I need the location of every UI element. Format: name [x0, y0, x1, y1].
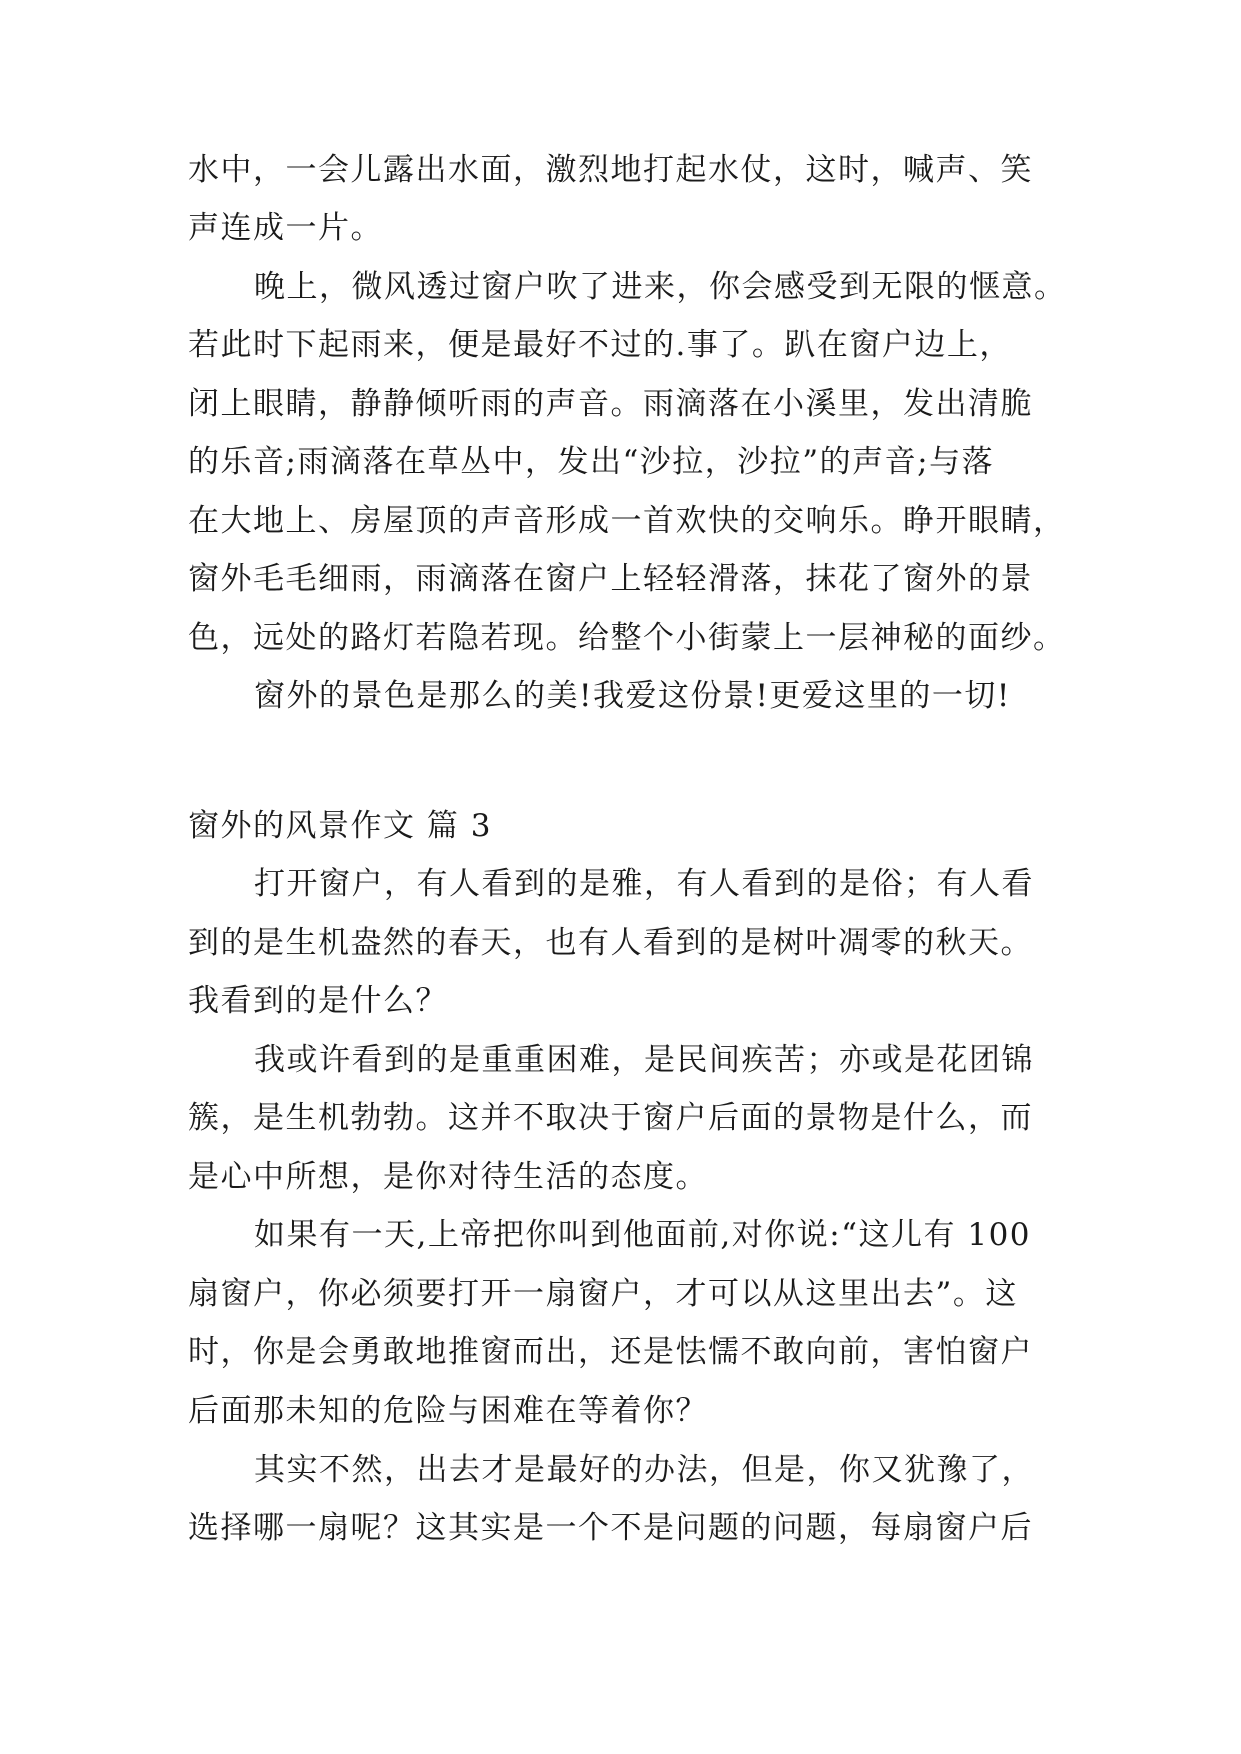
text-line: 选择哪一扇呢？这其实是一个不是问题的问题，每扇窗户后: [188, 1510, 1033, 1546]
text-line: 窗外毛毛细雨，雨滴落在窗户上轻轻滑落，抹花了窗外的景: [188, 561, 1033, 597]
text-line: 若此时下起雨来，便是最好不过的.事了。趴在窗户边上，: [188, 327, 1012, 363]
text-line: 的乐音;雨滴落在草丛中，发出“沙拉，沙拉”的声音;与落: [188, 444, 995, 480]
text-line: 声连成一片。: [188, 210, 383, 246]
text-line: 扇窗户，你必须要打开一扇窗户，才可以从这里出去”。这: [188, 1276, 1018, 1312]
paragraph-start-line: 晚上，微风透过窗户吹了进来，你会感受到无限的惬意。: [254, 269, 1067, 305]
text-line: 是心中所想，是你对待生活的态度。: [188, 1159, 708, 1195]
text-line: 色，远处的路灯若隐若现。给整个小街蒙上一层神秘的面纱。: [188, 620, 1066, 656]
paragraph-start-line: 如果有一天,上帝把你叫到他面前,对你说:“这儿有 100: [254, 1217, 1032, 1253]
paragraph-start-line: 窗外的景色是那么的美!我爱这份景!更爱这里的一切!: [254, 678, 1011, 714]
text-line: 时，你是会勇敢地推窗而出，还是怯懦不敢向前，害怕窗户: [188, 1334, 1033, 1370]
text-line: 到的是生机盎然的春天，也有人看到的是树叶凋零的秋天。: [188, 925, 1033, 961]
text-line: 水中，一会儿露出水面，激烈地打起水仗，这时，喊声、笑: [188, 152, 1033, 188]
paragraph-start-line: 我或许看到的是重重困难，是民间疾苦；亦或是花团锦: [254, 1042, 1034, 1078]
section-heading: 窗外的风景作文 篇 3: [188, 808, 492, 844]
text-line: 后面那未知的危险与困难在等着你？: [188, 1393, 708, 1429]
text-line: 簇，是生机勃勃。这并不取决于窗户后面的景物是什么，而: [188, 1100, 1033, 1136]
paragraph-start-line: 打开窗户，有人看到的是雅，有人看到的是俗；有人看: [254, 866, 1034, 902]
text-line: 闭上眼睛，静静倾听雨的声音。雨滴落在小溪里，发出清脆: [188, 386, 1033, 422]
text-line: 我看到的是什么？: [188, 983, 448, 1019]
paragraph-start-line: 其实不然，出去才是最好的办法，但是，你又犹豫了，: [254, 1452, 1034, 1488]
text-line: 在大地上、房屋顶的声音形成一首欢快的交响乐。睁开眼睛，: [188, 503, 1066, 539]
